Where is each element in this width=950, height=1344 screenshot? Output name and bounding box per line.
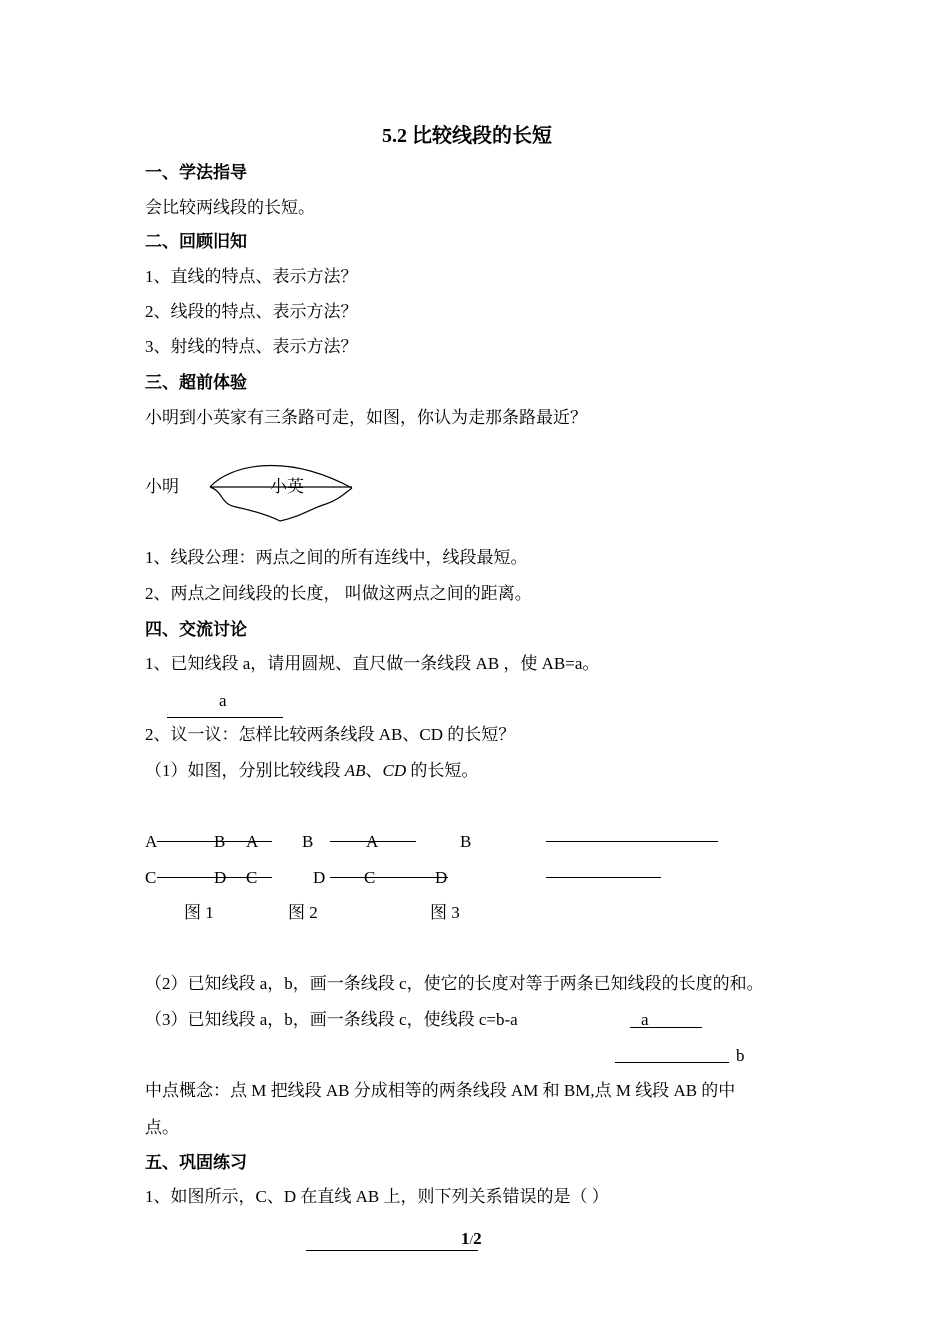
- fig1-label-c: C: [145, 868, 157, 887]
- section-4-heading: 四、交流讨论: [145, 620, 247, 639]
- construct-question: 1、已知线段 a，请用圆规、直尺做一条线段 AB ，使 AB=a。: [145, 654, 600, 673]
- segment-cd-label: CD: [382, 761, 407, 780]
- distance-definition: 2、两点之间线段的长度， 叫做这两点之间的距离。: [145, 584, 532, 603]
- section-2-heading: 二、回顾旧知: [145, 232, 247, 251]
- compare-subquestion-3: （3）已知线段 a，b，画一条线段 c，使线段 c=b-a: [145, 1010, 518, 1029]
- route-figure-to-label: 小英: [270, 477, 304, 496]
- fig2-cd-line: [330, 877, 448, 878]
- fig3-label-a: A: [366, 832, 379, 851]
- fig1-label-d: D: [214, 868, 227, 887]
- review-item-3: 3、射线的特点、表示方法？: [145, 337, 358, 356]
- section-5-heading: 五、巩固练习: [145, 1153, 247, 1172]
- review-item-1: 1、直线的特点、表示方法？: [145, 267, 358, 286]
- fig1-label-a: A: [145, 832, 158, 851]
- page-number: 1/2: [461, 1229, 482, 1248]
- diff-segment-b-label: b: [736, 1046, 745, 1065]
- fig1-label-b: B: [214, 832, 226, 851]
- fig2-label-a: A: [246, 832, 259, 851]
- section-1-text: 会比较两线段的长短。: [145, 198, 315, 217]
- fig3-ab-line: [546, 841, 718, 842]
- route-figure-from-label: 小明: [145, 477, 179, 496]
- segment-ab-label: AB: [344, 761, 366, 780]
- footer-rule: [306, 1250, 478, 1251]
- diff-segment-b-line: [615, 1062, 729, 1063]
- figure-3-caption: 图 3: [430, 903, 460, 922]
- exercise-question-1: 1、如图所示，C、D 在直线 AB 上，则下列关系错误的是（ ）: [145, 1187, 609, 1206]
- fig2-label-b: B: [302, 832, 314, 851]
- fig2-label-c: C: [246, 868, 258, 887]
- figure-1-caption: 图 1: [184, 903, 214, 922]
- page-title: 5.2 比较线段的长短: [382, 125, 552, 147]
- fig3-label-b: B: [460, 832, 472, 851]
- section-1-heading: 一、学法指导: [145, 163, 247, 182]
- midpoint-definition-line-1: 中点概念：点 M 把线段 AB 分成相等的两条线段 AM 和 BM,点 M 线段 AB 的中: [145, 1081, 736, 1100]
- segment-axiom: 1、线段公理：两点之间的所有连线中，线段最短。: [145, 548, 528, 567]
- fig2-label-d: D: [313, 868, 326, 887]
- review-item-2: 2、线段的特点、表示方法？: [145, 302, 358, 321]
- segment-a-label: a: [219, 691, 227, 710]
- figure-2-caption: 图 2: [288, 903, 318, 922]
- diff-segment-a-line: [630, 1027, 702, 1028]
- diff-segment-a-label: a: [641, 1010, 649, 1029]
- fig3-cd-line: [546, 877, 661, 878]
- midpoint-definition-line-2: 点。: [145, 1118, 179, 1137]
- compare-subquestion-2: （2）已知线段 a，b，画一条线段 c，使它的长度对等于两条已知线段的长度的和。: [145, 974, 764, 993]
- compare-subquestion-1: （1）如图，分别比较线段 AB、CD 的长短。: [145, 761, 479, 780]
- fig3-label-d: D: [435, 868, 448, 887]
- fig3-label-c: C: [364, 868, 376, 887]
- segment-a-line: [167, 717, 283, 718]
- route-question: 小明到小英家有三条路可走，如图，你认为走那条路最近？: [145, 408, 587, 427]
- compare-question: 2、议一议：怎样比较两条线段 AB、CD 的长短？: [145, 725, 516, 744]
- section-3-heading: 三、超前体验: [145, 373, 247, 392]
